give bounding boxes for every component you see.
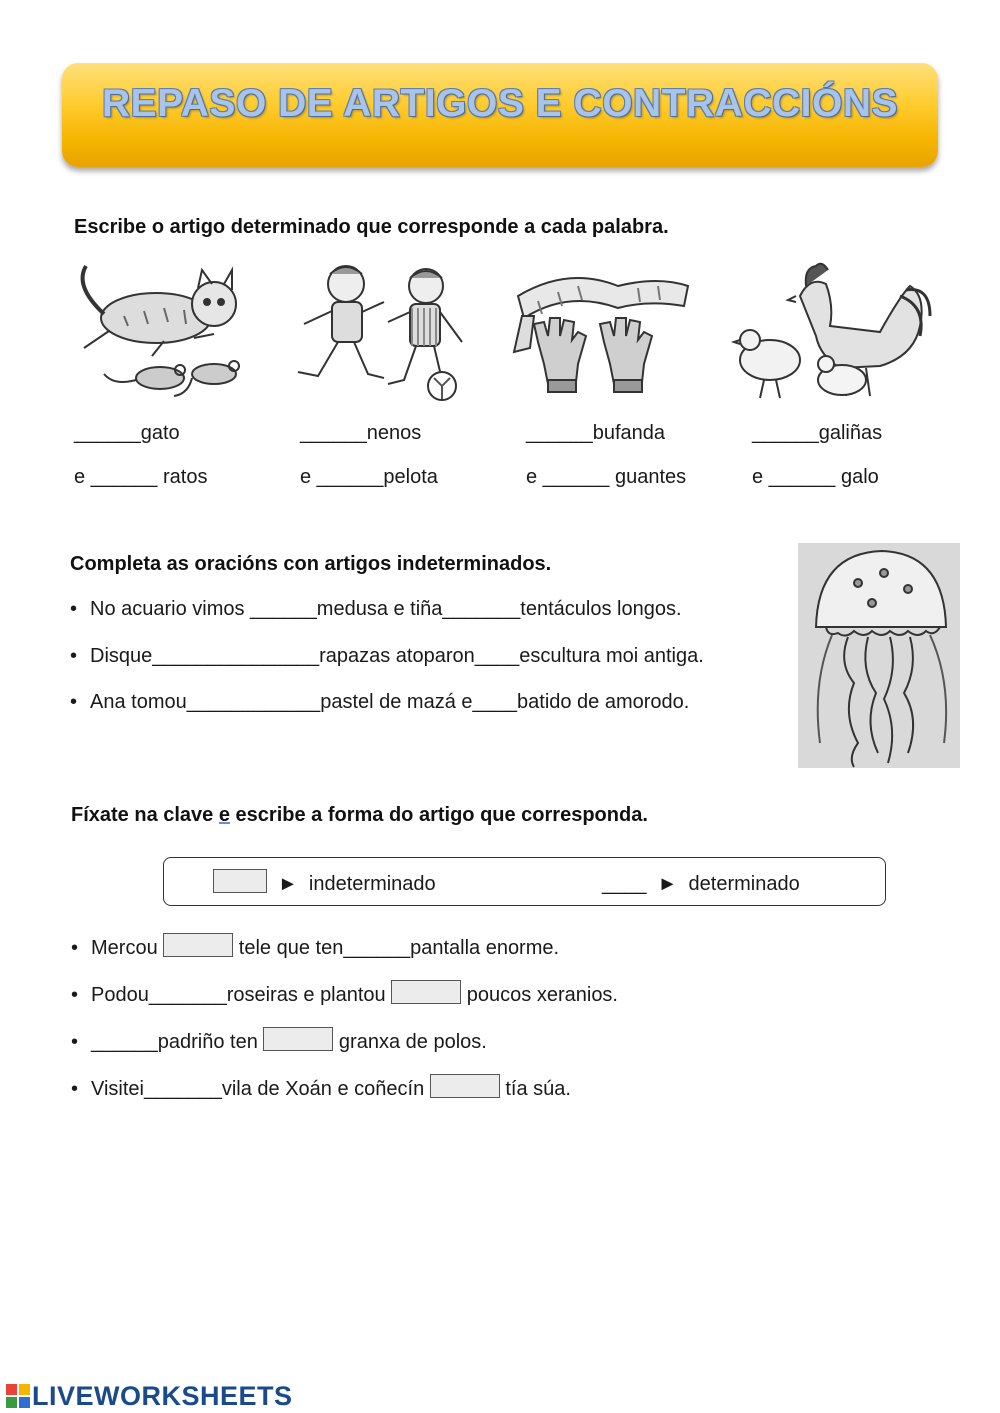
blank-gato[interactable]: ______gato xyxy=(74,422,180,444)
boys-icon xyxy=(284,256,480,408)
boys-playing-ball-image xyxy=(284,256,480,408)
bullet: • xyxy=(71,937,79,959)
sentence-part: tía súa. xyxy=(499,1078,571,1100)
blank-pelota[interactable]: e ______pelota xyxy=(300,466,438,488)
key-label: determinado xyxy=(688,873,800,895)
answer-box[interactable] xyxy=(391,980,461,1004)
answer-box[interactable] xyxy=(430,1074,500,1098)
sentence-part: granxa de polos. xyxy=(333,1031,487,1053)
blank-guantes[interactable]: e ______ guantes xyxy=(526,466,687,488)
line-symbol: ____ xyxy=(602,873,647,895)
section3-heading xyxy=(71,804,648,827)
key-indeterminado xyxy=(278,873,436,896)
sentence-text: Ana tomou____________pastel de mazá e____batido de amorodo. xyxy=(90,691,690,713)
arrow-right-icon: ► xyxy=(657,873,678,895)
blank-galinas[interactable]: ______galiñas xyxy=(752,422,883,444)
sentence-part: Visitei_______vila de Xoán e coñecín xyxy=(91,1078,430,1100)
sentence-part: Podou_______roseiras e plantou xyxy=(91,984,392,1006)
arrow-right-icon: ► xyxy=(278,873,298,895)
bullet: • xyxy=(71,984,79,1006)
blank-nenos[interactable]: ______nenos xyxy=(300,422,422,444)
blank-ratos[interactable]: e ______ ratos xyxy=(74,466,208,488)
bullet: • xyxy=(70,691,78,713)
jellyfish-image xyxy=(798,543,960,768)
page-title: REPASO DE ARTIGOS E CONTRACCIÓNS xyxy=(101,82,899,125)
bullet: • xyxy=(70,645,78,667)
cat-icon xyxy=(64,256,256,408)
key-determinado xyxy=(602,873,800,896)
sentence-text: No acuario vimos ______medusa e tiña_______tentáculos longos. xyxy=(90,598,682,620)
section1-heading: Escribe o artigo determinado que corresponde a cada palabra. xyxy=(74,216,669,238)
blank-galo[interactable]: e ______ galo xyxy=(752,466,879,488)
heading-underlined: e xyxy=(218,804,230,826)
scarf-icon xyxy=(508,256,694,408)
bullet: • xyxy=(71,1031,79,1053)
liveworksheets-logo[interactable] xyxy=(6,1381,293,1412)
sentence-3[interactable] xyxy=(70,691,689,714)
rooster-icon xyxy=(730,256,934,408)
heading-part: escribe a forma do artigo que corresponda. xyxy=(230,804,648,826)
sentence-part: ______padriño ten xyxy=(91,1031,264,1053)
key-sentence-2[interactable] xyxy=(71,980,618,1007)
hens-and-rooster-image xyxy=(730,256,934,408)
section2-heading: Completa as oracións con artigos indeterminados. xyxy=(70,553,552,575)
key-label: indeterminado xyxy=(308,873,436,895)
sentence-1[interactable] xyxy=(70,598,682,621)
sentence-text: Disque_______________rapazas atoparon____escultura moi antiga. xyxy=(90,645,704,667)
key-sentence-4[interactable] xyxy=(71,1074,571,1101)
key-box-sample xyxy=(213,869,267,893)
cat-and-mice-image xyxy=(64,256,256,408)
jellyfish-icon xyxy=(798,543,960,768)
bullet: • xyxy=(70,598,78,620)
key-sentence-1[interactable] xyxy=(71,933,559,960)
bullet: • xyxy=(71,1078,79,1100)
logo-grid-icon xyxy=(6,1384,30,1408)
sentence-part: poucos xeranios. xyxy=(461,984,618,1006)
scarf-and-gloves-image xyxy=(508,256,694,408)
sentence-part: Mercou xyxy=(91,937,164,959)
sentence-2[interactable] xyxy=(70,645,704,668)
heading-part: Fíxate na clave xyxy=(71,804,219,826)
sentence-part: tele que ten______pantalla enorme. xyxy=(233,937,560,959)
answer-box[interactable] xyxy=(163,933,233,957)
key-sentence-3[interactable] xyxy=(71,1027,487,1054)
brand-name: LIVEWORKSHEETS xyxy=(32,1381,293,1411)
answer-box[interactable] xyxy=(263,1027,333,1051)
blank-bufanda[interactable]: ______bufanda xyxy=(526,422,666,444)
